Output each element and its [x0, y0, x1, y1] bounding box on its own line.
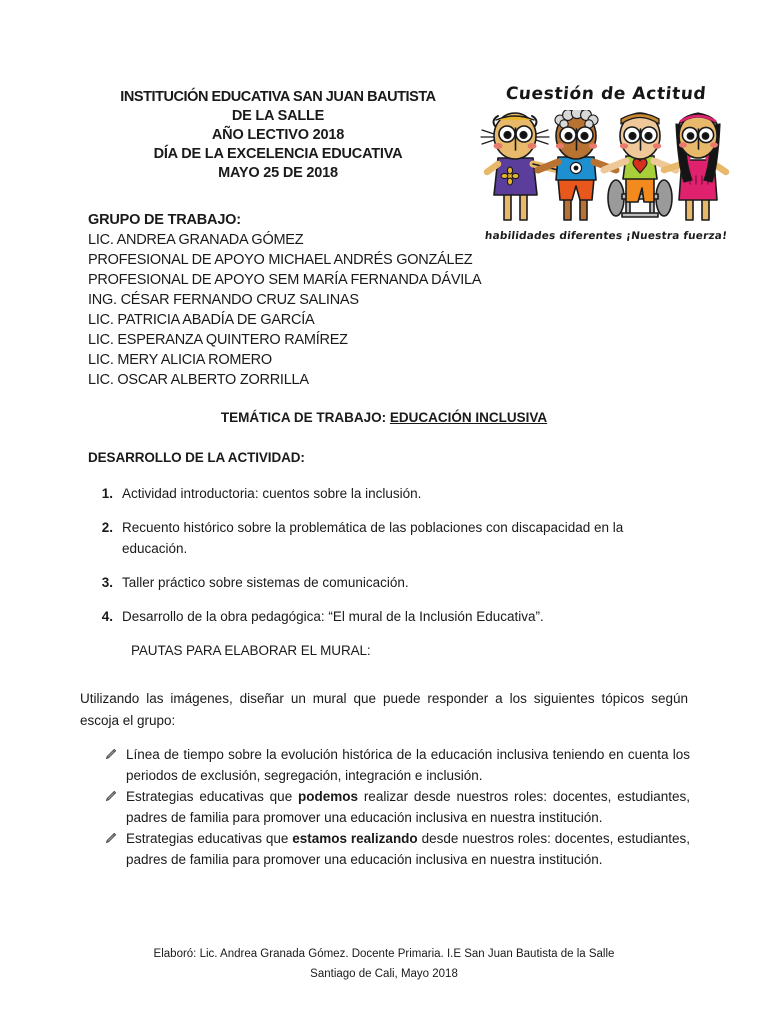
institution-logo	[478, 84, 734, 256]
list-item-text: Actividad introductoria: cuentos sobre la inclusión.	[122, 486, 422, 501]
list-item	[104, 829, 690, 870]
list-item-number: 1.	[101, 486, 113, 501]
work-group-title: GRUPO DE TRABAJO:	[88, 212, 241, 228]
document-header	[88, 88, 468, 183]
group-member: LIC. ESPERANZA QUINTERO RAMÍREZ	[88, 332, 348, 348]
list-item	[88, 572, 688, 593]
list-item-text	[126, 745, 690, 786]
bullet-text-post: desde nuestros roles: docentes, estudiantes, padres de familia para promover una educación inclusiva en nuestra institución.	[126, 831, 691, 867]
pencil-bullet-icon	[104, 829, 126, 870]
pencil-bullet-icon	[104, 787, 126, 828]
tematica-value: EDUCACIÓN INCLUSIVA	[389, 410, 548, 425]
logo-title: Cuestión de Actitud	[504, 84, 708, 104]
list-item-number: 4.	[101, 609, 113, 624]
group-member: ING. CÉSAR FERNANDO CRUZ SALINAS	[88, 292, 359, 308]
list-item	[88, 606, 688, 627]
list-item	[88, 483, 688, 504]
group-member: LIC. OSCAR ALBERTO ZORRILLA	[88, 372, 309, 388]
bullet-text-bold: estamos realizando	[292, 831, 418, 846]
header-line-2: DE LA SALLE	[231, 108, 325, 124]
list-item-text: Desarrollo de la obra pedagógica: “El mural de la Inclusión Educativa”.	[122, 609, 544, 624]
list-item	[104, 787, 690, 828]
footer-line-2: Santiago de Cali, Mayo 2018	[310, 968, 458, 980]
bullet-text-bold: podemos	[298, 789, 359, 804]
header-line-4: DÍA DE LA EXCELENCIA EDUCATIVA	[153, 146, 403, 162]
list-item-number: 3.	[101, 575, 113, 590]
children-illustration-icon	[478, 110, 734, 228]
bullet-text-pre: Línea de tiempo sobre la evolución histórica de la educación inclusiva teniendo en cuenta los periodos de exclusión, segregación, integración e inclusión.	[126, 747, 690, 783]
pencil-bullet-icon	[104, 745, 126, 786]
document-footer	[88, 944, 680, 984]
list-item	[104, 745, 690, 786]
tematica-label: TEMÁTICA DE TRABAJO:	[220, 410, 387, 425]
pautas-heading: PAUTAS PARA ELABORAR EL MURAL:	[131, 643, 371, 658]
intro-paragraph: Utilizando las imágenes, diseñar un mural que puede responder a los siguientes tópicos según escoja el grupo:	[80, 691, 688, 728]
activity-numbered-list	[88, 483, 688, 661]
footer-line-1: Elaboró: Lic. Andrea Granada Gómez. Docente Primaria. I.E San Juan Bautista de la Salle	[153, 948, 615, 960]
list-item	[88, 517, 688, 559]
group-member: LIC. PATRICIA ABADÍA DE GARCÍA	[88, 312, 315, 328]
header-line-1: INSTITUCIÓN EDUCATIVA SAN JUAN BAUTISTA	[120, 89, 436, 105]
mural-topics-list	[104, 745, 690, 871]
work-group-section	[88, 210, 508, 390]
bullet-text-post: realizar desde nuestros roles: docentes, estudiantes, padres de familia para promover una educación inclusiva en nuestra institución.	[126, 789, 690, 825]
group-member: PROFESIONAL DE APOYO SEM MARÍA FERNANDA DÁVILA	[88, 272, 482, 288]
bullet-text-pre: Estrategias educativas que	[126, 831, 293, 846]
group-member: LIC. MERY ALICIA ROMERO	[88, 352, 272, 368]
list-item-text: Recuento histórico sobre la problemática de las poblaciones con discapacidad en la educación.	[122, 520, 624, 556]
list-item-text	[126, 787, 690, 828]
list-item-number: 2.	[101, 520, 113, 535]
list-item-text: Taller práctico sobre sistemas de comunicación.	[122, 575, 409, 590]
header-line-3: AÑO LECTIVO 2018	[211, 127, 345, 143]
list-item-text	[126, 829, 690, 870]
logo-subtitle: habilidades diferentes ¡Nuestra fuerza!	[484, 230, 728, 242]
header-line-5: MAYO 25 DE 2018	[218, 165, 338, 181]
tematica-line	[88, 410, 680, 425]
bullet-text-pre: Estrategias educativas que	[126, 789, 298, 804]
group-member: LIC. ANDREA GRANADA GÓMEZ	[88, 232, 304, 248]
group-member: PROFESIONAL DE APOYO MICHAEL ANDRÉS GONZÁLEZ	[88, 252, 473, 268]
desarrollo-heading: DESARROLLO DE LA ACTIVIDAD:	[88, 450, 305, 465]
